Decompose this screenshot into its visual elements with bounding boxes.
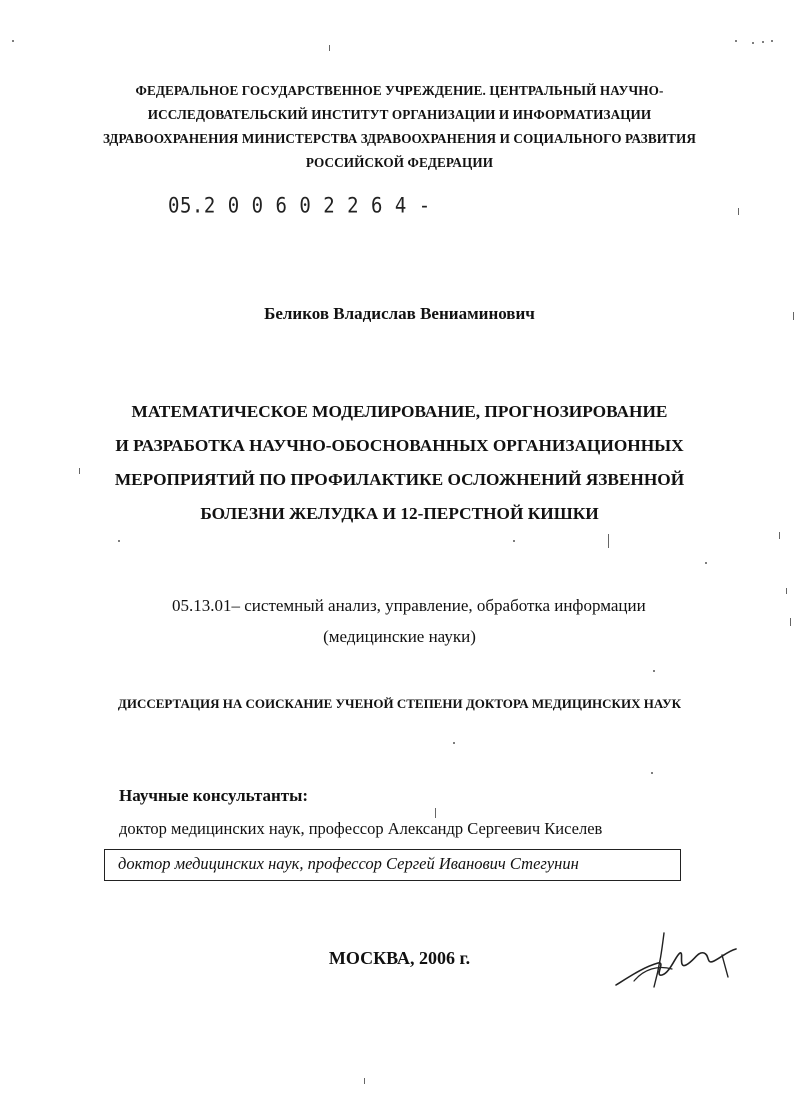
scan-speck <box>771 40 773 42</box>
consultant-1: доктор медицинских наук, профессор Александр Сергеевич Киселев <box>119 819 603 838</box>
title-line: И РАЗРАБОТКА НАУЧНО-ОБОСНОВАННЫХ ОРГАНИЗАЦИОННЫХ <box>115 436 684 455</box>
title-line: БОЛЕЗНИ ЖЕЛУДКА И 12-ПЕРСТНОЙ КИШКИ <box>200 504 599 523</box>
title-line: МЕРОПРИЯТИЙ ПО ПРОФИЛАКТИКЕ ОСЛОЖНЕНИЙ ЯЗВЕННОЙ <box>114 470 685 489</box>
catalog-code: 05.2 0 0 6 0 2 2 6 4 - <box>168 193 431 219</box>
consultants-heading: Научные консультанты: <box>119 786 309 805</box>
scan-speck <box>762 41 764 43</box>
dissertation-title <box>0 395 799 531</box>
scan-speck <box>435 808 436 818</box>
scan-speck <box>608 534 609 548</box>
scan-speck <box>752 42 754 44</box>
scan-speck <box>118 540 120 542</box>
consultant-2: доктор медицинских наук, профессор Сергей Иванович Стегунин <box>118 854 579 873</box>
author-name: Беликов Владислав Вениаминович <box>264 304 535 323</box>
institution-line: РОССИЙСКОЙ ФЕДЕРАЦИИ <box>305 155 494 170</box>
institution-header <box>0 79 799 175</box>
dissertation-type: ДИССЕРТАЦИЯ НА СОИСКАНИЕ УЧЕНОЙ СТЕПЕНИ ДОКТОРА МЕДИЦИНСКИХ НАУК <box>117 696 682 711</box>
scan-speck <box>786 588 787 594</box>
scan-speck <box>705 562 707 564</box>
specialty-code-line: 05.13.01– системный анализ, управление, обработка информации <box>172 596 646 615</box>
scan-speck <box>735 40 737 42</box>
scan-speck <box>12 40 14 42</box>
title-line: МАТЕМАТИЧЕСКОЕ МОДЕЛИРОВАНИЕ, ПРОГНОЗИРОВАНИЕ <box>131 402 668 421</box>
city-year: МОСКВА, 2006 г. <box>328 948 471 968</box>
scan-speck <box>779 532 780 539</box>
scan-speck <box>364 1078 365 1084</box>
signature-icon <box>614 925 744 995</box>
scan-speck <box>653 670 655 672</box>
scan-speck <box>329 45 330 51</box>
institution-line: ИССЛЕДОВАТЕЛЬСКИЙ ИНСТИТУТ ОРГАНИЗАЦИИ И ИНФОРМАТИЗАЦИИ <box>147 107 652 122</box>
institution-line: ЗДРАВООХРАНЕНИЯ МИНИСТЕРСТВА ЗДРАВООХРАНЕНИЯ И СОЦИАЛЬНОГО РАЗВИТИЯ <box>103 131 696 146</box>
scan-speck <box>651 772 653 774</box>
institution-line: ФЕДЕРАЛЬНОЕ ГОСУДАРСТВЕННОЕ УЧРЕЖДЕНИЕ. ЦЕНТРАЛЬНЫЙ НАУЧНО- <box>135 83 664 98</box>
specialty-field-line: (медицинские науки) <box>323 627 476 646</box>
scan-speck <box>513 540 515 542</box>
scan-speck <box>738 208 739 215</box>
scan-speck <box>453 742 455 744</box>
